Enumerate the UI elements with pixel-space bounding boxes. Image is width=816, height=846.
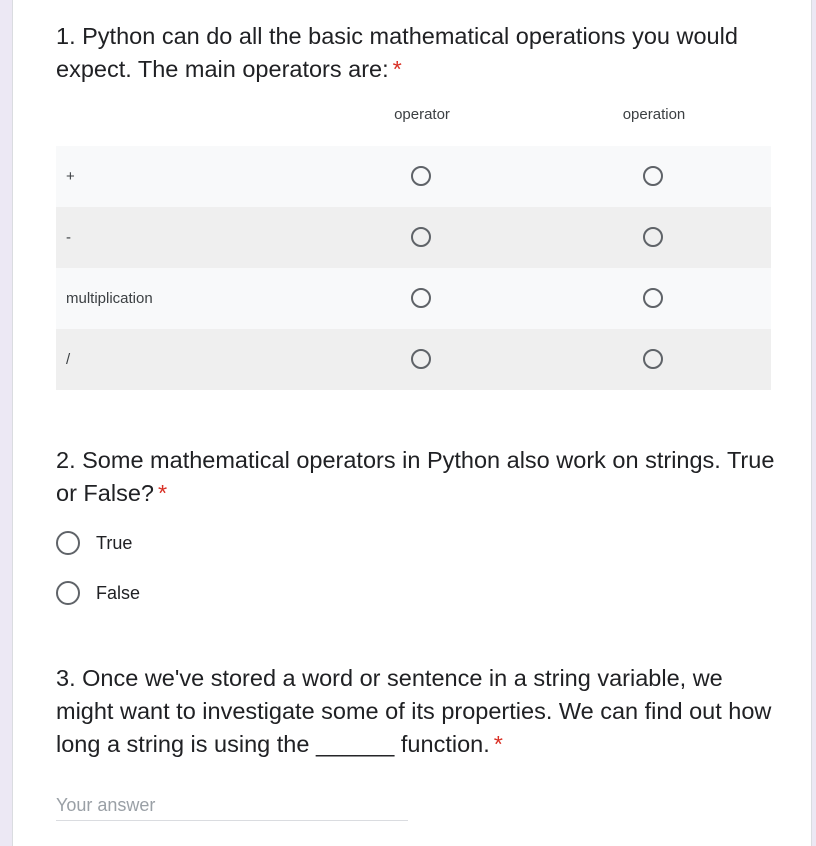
grid-row [56,329,771,390]
question-2-text: 2. Some mathematical operators in Python also work on strings. True or False? [56,447,775,506]
option-label-true: True [96,532,133,553]
question-1-text: 1. Python can do all the basic mathematical operations you would expect. The main operators are: [56,23,738,82]
grid-radio-operation[interactable] [643,227,663,247]
question-1-grid [56,146,771,390]
question-3-text: 3. Once we've stored a word or sentence in a string variable, we might want to investigate some of its properties. We can find out how long a string is using the ______ function. [56,665,772,757]
grid-row-label: multiplication [66,290,153,307]
radio-true[interactable] [56,531,80,555]
question-1-title [56,20,756,86]
grid-row-label: - [66,229,71,246]
grid-row [56,268,771,329]
grid-row-label: / [66,351,71,368]
grid-radio-operator[interactable] [411,288,431,308]
question-2-title [56,444,776,510]
radio-false[interactable] [56,581,80,605]
option-label-false: False [96,582,141,603]
grid-row [56,207,771,268]
required-asterisk: * [493,731,503,757]
grid-radio-operation[interactable] [643,349,663,369]
grid-row [56,146,771,207]
grid-row-label: + [66,168,75,185]
required-asterisk: * [392,56,402,82]
grid-column-header-operation: operation [622,106,686,123]
question-3-title [56,662,776,761]
grid-radio-operator[interactable] [411,166,431,186]
grid-radio-operator[interactable] [411,227,431,247]
grid-radio-operation[interactable] [643,288,663,308]
option-true[interactable] [56,530,132,556]
required-asterisk: * [157,480,168,506]
answer-input[interactable] [56,790,408,821]
grid-column-header-operator: operator [394,106,450,123]
form-card [12,0,812,846]
grid-radio-operation[interactable] [643,166,663,186]
option-false[interactable] [56,580,140,606]
grid-radio-operator[interactable] [411,349,431,369]
